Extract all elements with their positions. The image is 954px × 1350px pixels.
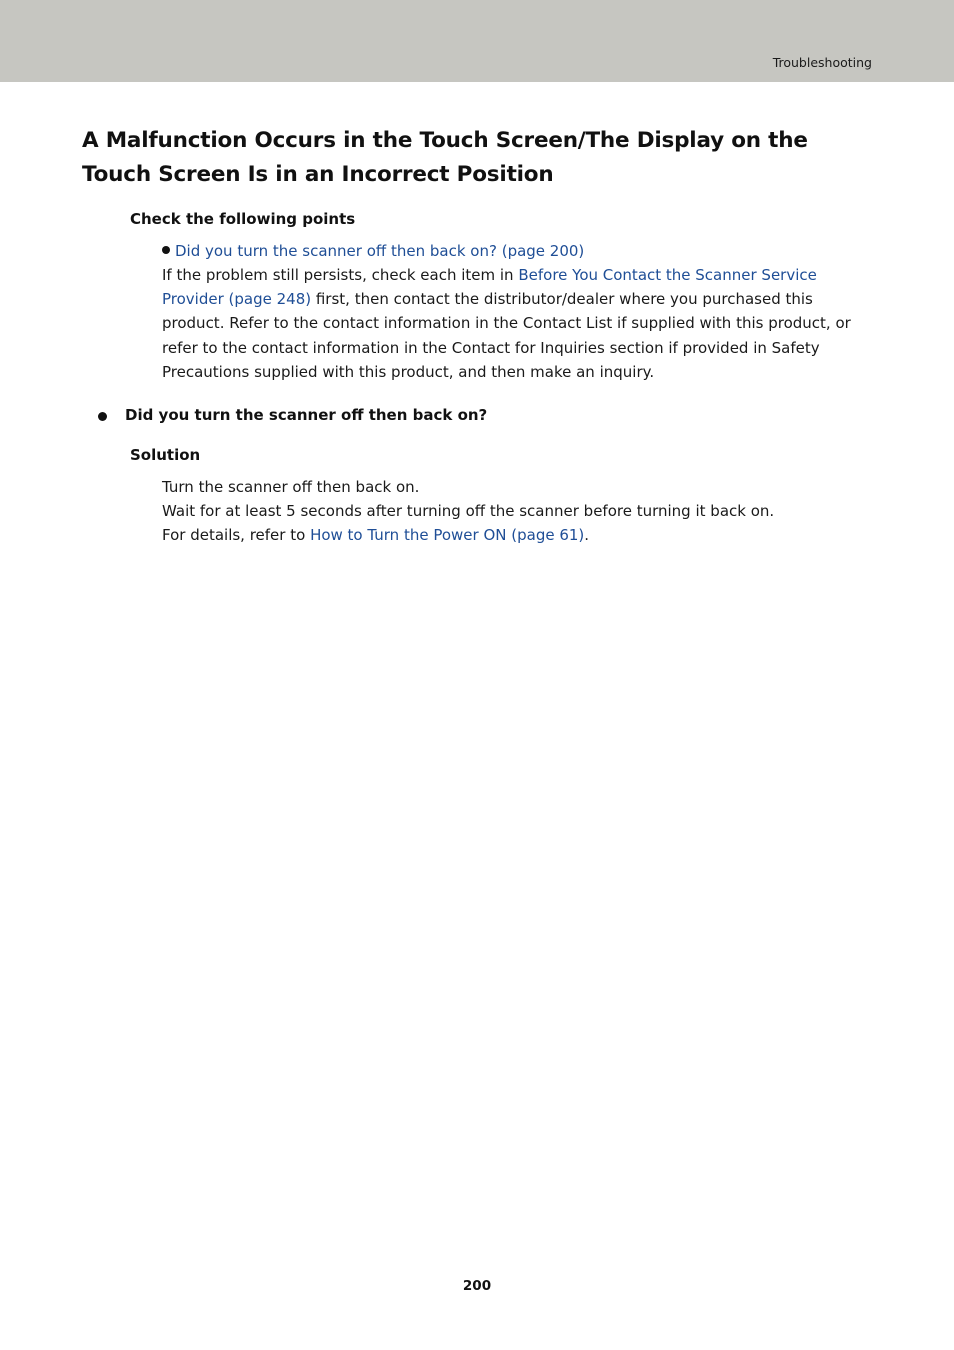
link-how-to-turn-power-on[interactable]: How to Turn the Power ON (page 61) bbox=[310, 526, 585, 544]
check-points-paragraph bbox=[162, 263, 862, 384]
solution-line-1: Turn the scanner off then back on. bbox=[162, 478, 420, 496]
paragraph-text-2: first, then contact the distributor/dealer where you purchased this product. Refer to the contact information in the Contact List if supplied with this product, or refer to the contact information in the Contact for Inquiries section if provided in Safety Precautions supplied with this product, and then make an inquiry. bbox=[162, 290, 851, 381]
check-points-heading: Check the following points bbox=[130, 210, 356, 228]
item-heading: Did you turn the scanner off then back on? bbox=[125, 406, 488, 424]
header-bar bbox=[0, 0, 954, 82]
header-section-title: Troubleshooting bbox=[772, 55, 872, 70]
check-points-bullet bbox=[162, 239, 862, 263]
solution-line-3 bbox=[162, 523, 862, 547]
solution-line-3-end: . bbox=[584, 526, 590, 544]
link-before-you-contact[interactable]: Before You Contact the Scanner Service Provider (page 248) bbox=[162, 266, 817, 309]
page-number: 200 bbox=[462, 1278, 492, 1294]
bullet-icon bbox=[162, 246, 170, 254]
bullet-icon bbox=[98, 412, 107, 421]
paragraph-text-1: If the problem still persists, check each item in bbox=[162, 266, 519, 284]
solution-line-3-text: For details, refer to bbox=[162, 526, 311, 544]
solution-line-2: Wait for at least 5 seconds after turning off the scanner before turning it back on. bbox=[162, 502, 775, 520]
page-title: A Malfunction Occurs in the Touch Screen/The Display on the Touch Screen Is in an Incorrect Position bbox=[82, 128, 808, 187]
solution-heading: Solution bbox=[130, 446, 201, 464]
link-turn-scanner-off-on[interactable]: Did you turn the scanner off then back on? (page 200) bbox=[175, 242, 585, 260]
